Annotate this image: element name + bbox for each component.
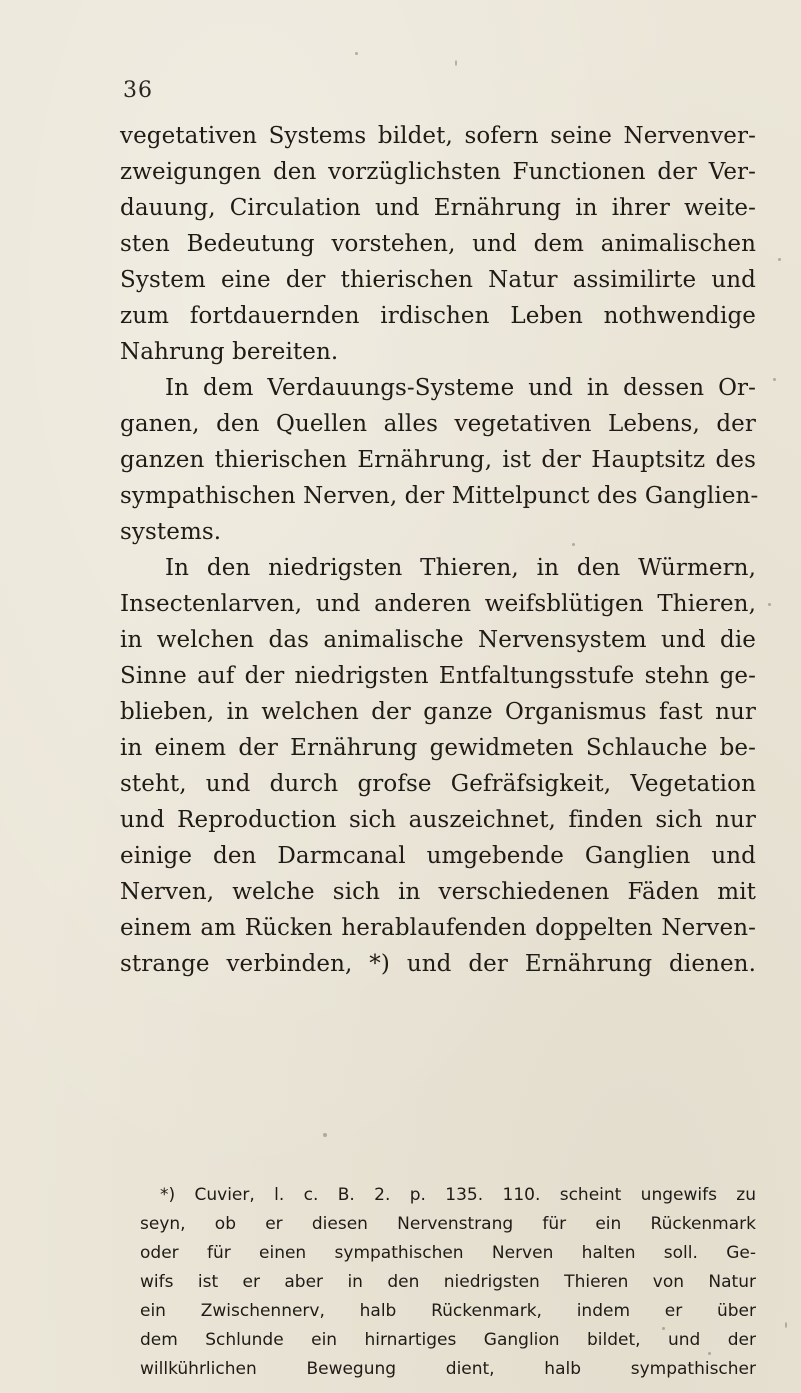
text-line: sympathischen Nerven, der Mittelpunct des Ganglien- (120, 483, 759, 509)
footnote-line: *) Cuvier, l. c. B. 2. p. 135. 110. scheint ungewifs zu (160, 1185, 756, 1205)
footnote (140, 1181, 756, 1384)
footnote-line: willkührlichen Bewegung dient, halb sympathischer (140, 1359, 756, 1379)
text-line: zweigungen den vorzüglichsten Functionen der Ver- (120, 159, 756, 185)
text-line: System eine der thierischen Natur assimilirte und (120, 267, 756, 293)
paper-speck (323, 1133, 327, 1137)
paragraph-3 (120, 550, 756, 982)
text-line: ganen, den Quellen alles vegetativen Lebens, der (120, 411, 756, 437)
text-line: Sinne auf der niedrigsten Entfaltungsstufe stehn ge- (120, 663, 756, 689)
text-line: systems. (120, 519, 222, 545)
text-line: zum fortdauernden irdischen Leben nothwendige (120, 303, 756, 329)
footnote-line: ein Zwischennerv, halb Rückenmark, indem er über (140, 1301, 756, 1321)
text-line: einige den Darmcanal umgebende Ganglien und (120, 843, 756, 869)
text-line: sten Bedeutung vorstehen, und dem animalischen (120, 231, 756, 257)
paragraph-2 (120, 370, 759, 550)
paper-speck (785, 1322, 787, 1328)
text-line: in einem der Ernährung gewidmeten Schlauche be- (120, 735, 756, 761)
text-line: blieben, in welchen der ganze Organismus fast nur (120, 699, 756, 725)
paper-speck (662, 1327, 665, 1330)
paper-speck (773, 378, 776, 381)
paper-speck (572, 543, 575, 546)
paragraph-1 (120, 118, 756, 370)
footnote-line: oder für einen sympathischen Nerven halten soll. Ge- (140, 1243, 756, 1263)
paper-speck (778, 258, 781, 261)
text-line: Nahrung bereiten. (120, 339, 339, 365)
paper-speck (355, 52, 358, 55)
text-line: ganzen thierischen Ernährung, ist der Hauptsitz des (120, 447, 756, 473)
footnote-line: dem Schlunde ein hirnartiges Ganglion bildet, und der (140, 1330, 756, 1350)
text-line: einem am Rücken herablaufenden doppelten Nerven- (120, 915, 756, 941)
footnote-line: seyn, ob er diesen Nervenstrang für ein Rückenmark (140, 1214, 756, 1234)
text-line: In den niedrigsten Thieren, in den Würmern, (165, 555, 756, 581)
footnote-line: wifs ist er aber in den niedrigsten Thieren von Natur (140, 1272, 756, 1292)
text-line: vegetativen Systems bildet, sofern seine Nervenver- (120, 123, 756, 149)
text-line: in welchen das animalische Nervensystem und die (120, 627, 756, 653)
paper-speck (455, 60, 457, 66)
page-number: 36 (123, 78, 153, 103)
text-line: Nerven, welche sich in verschiedenen Fäden mit (120, 879, 756, 905)
paper-speck (768, 603, 771, 606)
text-line: strange verbinden, *) und der Ernährung dienen. (120, 951, 756, 977)
text-line: steht, und durch grofse Gefräfsigkeit, Vegetation (120, 771, 756, 797)
text-line: In dem Verdauungs-Systeme und in dessen Or- (165, 375, 756, 401)
text-line: Insectenlarven, und anderen weifsblütigen Thieren, (120, 591, 756, 617)
text-line: und Reproduction sich auszeichnet, finden sich nur (120, 807, 756, 833)
text-line: dauung, Circulation und Ernährung in ihrer weite- (120, 195, 756, 221)
paper-speck (708, 1352, 711, 1355)
